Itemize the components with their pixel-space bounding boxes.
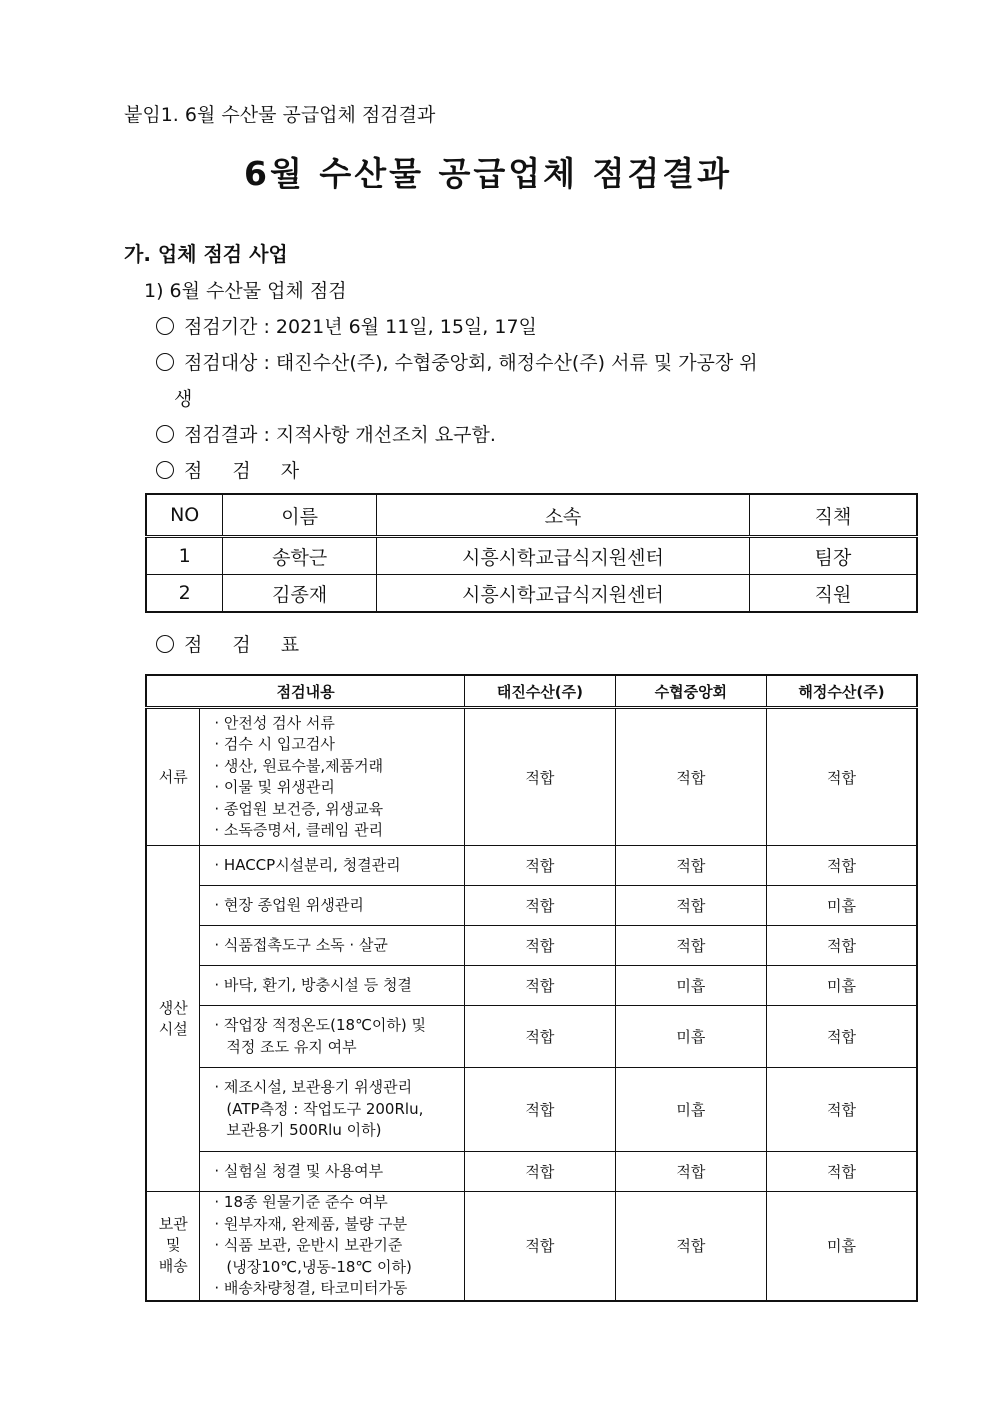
result-cell: 적합 — [465, 708, 615, 846]
check-items-cell — [200, 926, 465, 966]
result-cell: 적합 — [465, 966, 615, 1006]
result-cell: 적합 — [615, 846, 766, 886]
result-cell: 적합 — [465, 1068, 615, 1152]
check-item: 적정 조도 유지 여부 — [226, 1037, 357, 1056]
check-item: · 바닥, 환기, 방충시설 등 청결 — [214, 975, 412, 994]
attachment-label: 붙임1. 6월 수산물 공급업체 점검결과 — [124, 104, 436, 126]
check-item: · 실험실 청결 및 사용여부 — [214, 1161, 384, 1180]
check-item: · 식품 보관, 운반시 보관기준 — [214, 1236, 403, 1254]
check-item: · 제조시설, 보관용기 위생관리 — [214, 1078, 413, 1097]
inspectors-label: 점 검 자 — [184, 460, 312, 482]
cell-position: 직원 — [749, 575, 917, 613]
table-row — [146, 966, 917, 1006]
table-row — [146, 1192, 917, 1301]
category-label: 배송 — [158, 1257, 188, 1276]
result-cell: 적합 — [615, 926, 766, 966]
result-cell: 적합 — [465, 886, 615, 926]
checklist-line — [156, 630, 311, 657]
checklist-table — [145, 674, 918, 1302]
checklist-label: 점 검 표 — [184, 634, 312, 656]
result-value: 지적사항 개선조치 요구함. — [275, 424, 496, 446]
targets-label: 점검대상 — [184, 352, 258, 374]
header-haejeong: 해정수산(주) — [767, 675, 917, 708]
circle-bullet-icon — [156, 461, 174, 479]
result-cell: 적합 — [615, 708, 766, 846]
check-item: · 배송차량청결, 타코미터가동 — [214, 1279, 408, 1297]
subsection-heading: 1) 6월 수산물 업체 점검 — [144, 280, 347, 302]
table-row — [146, 886, 917, 926]
result-cell: 미흡 — [615, 1068, 766, 1152]
cell-affiliation: 시흥시학교급식지원센터 — [376, 537, 749, 575]
result-cell: 적합 — [465, 1192, 615, 1301]
result-cell: 적합 — [767, 708, 917, 846]
result-cell: 적합 — [465, 846, 615, 886]
check-items-cell — [200, 1068, 465, 1152]
table-row — [146, 575, 917, 613]
result-cell: 적합 — [465, 1006, 615, 1068]
result-cell: 적합 — [767, 1152, 917, 1192]
cell-no: 1 — [146, 537, 223, 575]
period-value: 2021년 6월 11일, 15일, 17일 — [275, 316, 537, 338]
result-cell: 적합 — [615, 886, 766, 926]
result-label: 점검결과 — [184, 424, 258, 446]
cell-name: 김종재 — [223, 575, 377, 613]
document-title: 6월 수산물 공급업체 점검결과 — [244, 154, 732, 193]
table-header-row — [146, 494, 917, 537]
result-cell: 적합 — [767, 1006, 917, 1068]
circle-bullet-icon — [156, 317, 174, 335]
check-items-cell — [200, 1006, 465, 1068]
targets-value-continued: 생 — [174, 388, 193, 410]
result-line: 점검결과 : 지적사항 개선조치 요구함. — [156, 420, 496, 447]
table-row — [146, 846, 917, 886]
check-items-cell — [200, 708, 465, 846]
check-item: · 검수 시 입고검사 — [214, 735, 335, 753]
category-label: 시설 — [158, 1019, 188, 1038]
check-item: · HACCP시설분리, 청결관리 — [214, 855, 401, 874]
category-label: 서류 — [158, 767, 188, 786]
result-cell: 적합 — [767, 926, 917, 966]
header-name: 이름 — [223, 494, 377, 537]
targets-value: 태진수산(주), 수협중앙회, 해정수산(주) 서류 및 가공장 위 — [275, 352, 758, 374]
table-row — [146, 1006, 917, 1068]
circle-bullet-icon — [156, 353, 174, 371]
check-item: · 작업장 적정온도(18℃이하) 및 — [214, 1016, 427, 1034]
check-item: · 18종 원물기준 준수 여부 — [214, 1193, 388, 1211]
header-check-content: 점검내용 — [146, 675, 465, 708]
result-cell: 미흡 — [767, 966, 917, 1006]
category-cell — [146, 1192, 200, 1301]
header-no: NO — [146, 494, 223, 537]
check-item: · 원부자재, 완제품, 불량 구분 — [214, 1214, 408, 1233]
check-items-cell — [200, 1192, 465, 1301]
check-item: · 이물 및 위생관리 — [214, 778, 335, 796]
check-items-cell — [200, 886, 465, 926]
result-cell: 미흡 — [615, 1006, 766, 1068]
check-item: (ATP측정 : 작업도구 200Rlu, — [226, 1099, 424, 1118]
cell-name: 송학근 — [223, 537, 377, 575]
table-row — [146, 537, 917, 575]
category-label: 생산 — [158, 998, 188, 1017]
result-cell: 적합 — [615, 1152, 766, 1192]
check-items-cell — [200, 966, 465, 1006]
header-taejin: 태진수산(주) — [465, 675, 615, 708]
result-cell: 미흡 — [615, 966, 766, 1006]
check-items-cell — [200, 846, 465, 886]
cell-position: 팀장 — [749, 537, 917, 575]
result-cell: 적합 — [615, 1192, 766, 1301]
table-row — [146, 926, 917, 966]
table-row — [146, 1068, 917, 1152]
check-item: · 현장 종업원 위생관리 — [214, 895, 364, 914]
period-line: 점검기간 : 2021년 6월 11일, 15일, 17일 — [156, 312, 537, 339]
header-suhyup: 수협중앙회 — [615, 675, 766, 708]
check-item: · 종업원 보건증, 위생교육 — [214, 799, 384, 818]
section-heading: 가. 업체 점검 사업 — [124, 242, 288, 266]
check-item: · 안전성 검사 서류 — [214, 713, 335, 732]
result-cell: 적합 — [465, 926, 615, 966]
cell-no: 2 — [146, 575, 223, 613]
check-item: (냉장10℃,냉동-18℃ 이하) — [226, 1257, 412, 1276]
check-items-cell — [200, 1152, 465, 1192]
result-cell: 미흡 — [767, 886, 917, 926]
header-affiliation: 소속 — [376, 494, 749, 537]
check-item: · 식품접촉도구 소독 · 살균 — [214, 935, 388, 954]
category-cell — [146, 708, 200, 846]
circle-bullet-icon — [156, 425, 174, 443]
targets-line: 점검대상 : 태진수산(주), 수협중앙회, 해정수산(주) 서류 및 가공장 위 — [156, 348, 758, 375]
category-label: 보관 — [158, 1215, 188, 1234]
cell-affiliation: 시흥시학교급식지원센터 — [376, 575, 749, 613]
header-position: 직책 — [749, 494, 917, 537]
check-item: · 생산, 원료수불,제품거래 — [214, 756, 384, 775]
result-cell: 적합 — [767, 846, 917, 886]
table-header-row — [146, 675, 917, 708]
category-cell — [146, 846, 200, 1192]
circle-bullet-icon — [156, 635, 174, 653]
inspectors-table — [145, 493, 918, 613]
table-row — [146, 708, 917, 846]
check-item: · 소독증명서, 클레임 관리 — [214, 821, 384, 839]
category-label: 및 — [165, 1236, 181, 1255]
inspectors-line — [156, 456, 311, 483]
result-cell: 적합 — [465, 1152, 615, 1192]
result-cell: 적합 — [767, 1068, 917, 1152]
check-item: 보관용기 500Rlu 이하) — [226, 1121, 382, 1140]
period-label: 점검기간 — [184, 316, 258, 338]
result-cell: 미흡 — [767, 1192, 917, 1301]
table-row — [146, 1152, 917, 1192]
